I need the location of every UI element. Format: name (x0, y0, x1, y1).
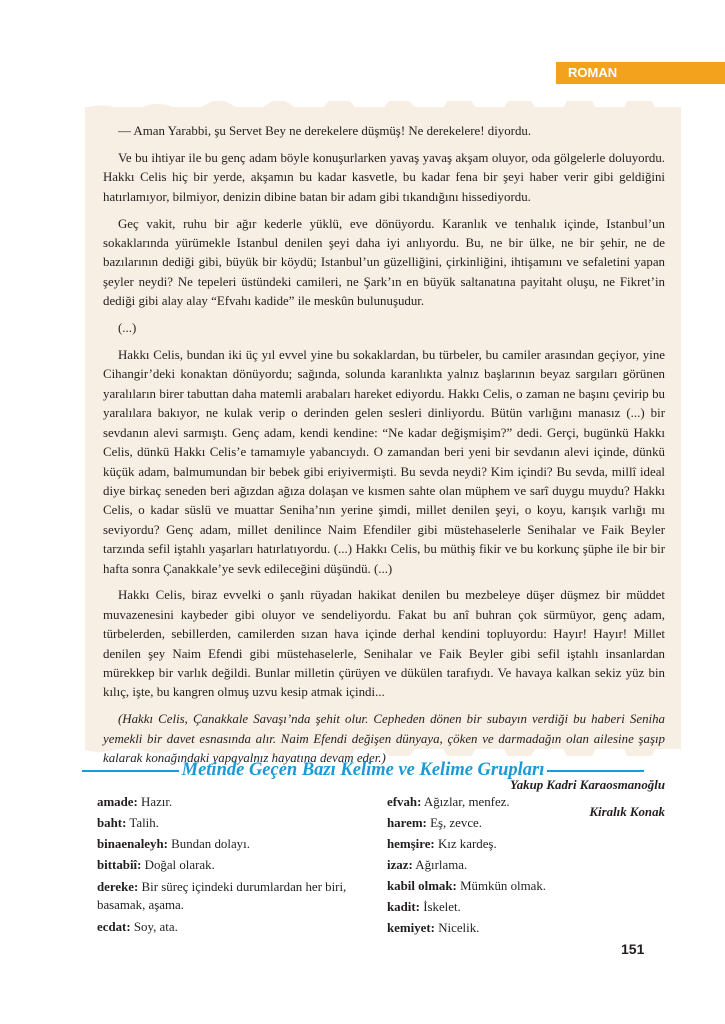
glossary-item (97, 834, 347, 855)
definition: Kız kardeş. (437, 837, 497, 851)
term: dereke: (97, 880, 139, 894)
glossary-item (387, 792, 647, 813)
divider (547, 770, 644, 772)
definition: Ağızlar, menfez. (423, 795, 510, 809)
paragraph: Hakkı Celis, biraz evvelki o şanlı rüyadan hakikat denilen bu mezbeleye düşer düşmez bir müddet muvazenesini kaybeder gibi oluyor ve sendeliyordu. Fakat bu anî buhran çok sürmüyor, genç adam, türbelerden, sebillerden, camilerden sızan hava içinde derhal kendini topluyordu: Hayır! Hayır! Millet denilen şey Naim Efendi gibi müstehaselerle, Senihalar ve Faik Beyler gibi sefil iştahlı insanlardan mürekkep bir varlık değildi. Bunlar milletin çürüyen ve dükülen tarafıydı. Ve havaya kalkan sekiz yüz bin kılıç, işte, bu kangren olmuş uzvu kesip atmak içindi... (103, 588, 665, 700)
glossary-item (97, 813, 347, 834)
section-tab: ROMAN (556, 62, 725, 84)
glossary-right-column (387, 792, 647, 939)
glossary-item (387, 918, 647, 939)
page-number: 151 (621, 941, 645, 957)
paragraph: Hakkı Celis, bundan iki üç yıl evvel yine bu sokaklardan, bu türbeler, bu camiler arasından geçiyor, yine Cihangir’deki konaktan dönüyordu; sağında, solunda karanlıkta yalnız başlarının beyaz sargıları görünen yaralıların birer tabuttan daha matemli arabaları hareket ediyordu. Hakkı Celis, o zaman ne başını çevirip bu yaralılara bakıyor, ne kulak verip o derinden gelen sesleri dinliyordu. Bütün varlığını manasız (...) bir sevdanın alevi sarmıştı. Genç adam, kendi kendine: “Ne kadar değişmişim?” dedi. Gerçi, bugünkü Hakkı Celis, dünkü Hakkı Celis’e tamamıyle yabancıydı. O zamandan beri yeni bir sevdanın alevi içinde, dünkü küçük adam, balmumundan bir bebek gibi eriyivermişti. Bu sevda neydi? Kim içindi? Bu sevda, millî ideal diye birkaç seneden beri ağızdan ağıza dolaşan ve kısmen sahte olan müphem ve sarî duygu muydu? Hakkı Celis, o kadar süslü ve muattar Seniha’nın yerine şimdi, millet denilen şeyi, o koyu, karışık varlığı mı seviyordu? Genç adam, millet denilince Naim Efendiler gibi müstehaselerle Senihalar ve Faik Beyler tarzında sefil iştahlı yaşarları hatırlatıyordu. (...) Hakkı Celis, bu müthiş fikir ve bu korkunç şüphe ile bir bir hafta sonra Çanakkale’ye sevk edileceğini düşündü. (...) (103, 348, 665, 576)
definition: Mümkün olmak. (460, 879, 547, 893)
term: harem: (387, 816, 427, 830)
term: kadit: (387, 900, 420, 914)
term: kabil olmak: (387, 879, 457, 893)
paragraph: (...) (118, 321, 137, 336)
divider (82, 770, 179, 772)
paragraph: Geç vakit, ruhu bir ağır kederle yüklü, eve dönüyordu. Karanlık ve tenhalık içinde, Istanbul’un sokaklarında yürümekle Istanbul denilen şeyi daha iyi anlıyordu. Bu, ne bir ülke, ne bir şehir, ne de bazılarının dediği gibi, büyük bir köydü; Istanbul’un güzelliğini, çirkinliğini, ihtişamını ve sefaletini yapan şeyler neydi? Ne tepeleri üstündeki camileri, ne Şark’ın en büyük saltanatına payitaht oluşu, ne Fikret’in dediği gibi alay alay “Efvahı kadide” ile meskûn bulunuşudur. (103, 216, 665, 309)
definition: Hazır. (141, 795, 173, 809)
glossary-heading (82, 760, 644, 781)
novel-excerpt (103, 122, 665, 830)
definition: Talih. (129, 816, 159, 830)
author: Yakup Kadri Karaosmanoğlu (510, 778, 665, 793)
definition: Bir süreç içindeki durumlardan her biri, basamak, aşama. (97, 880, 347, 912)
work-title: Kiralık Konak (589, 805, 665, 819)
glossary-item (97, 878, 347, 914)
glossary-item (387, 813, 647, 834)
glossary-item (97, 855, 347, 876)
glossary-title: Metinde Geçen Bazı Kelime ve Kelime Grupları (181, 760, 545, 780)
definition: Eş, zevce. (430, 816, 482, 830)
term: izaz: (387, 858, 413, 872)
definition: İskelet. (423, 900, 461, 914)
paragraph: — Aman Yarabbi, şu Servet Bey ne derekelere düşmüş! Ne derekelere! diyordu. (118, 124, 532, 138)
term: efvah: (387, 795, 422, 809)
summary-note: (Hakkı Celis, Çanakkale Savaşı’nda şehit olur. Cepheden dönen bir subayın verdiği bu haberi Seniha yemekli bir davet esnasında alır. Naim Efendi değişen dünyaya, çöken ve darmadağın olan ailesine şaşıp kalarak konağındaki yapayalnız hayatına devam eder.) (103, 712, 665, 766)
definition: Ağırlama. (415, 858, 468, 872)
glossary-item (387, 834, 647, 855)
term: amade: (97, 795, 138, 809)
term: baht: (97, 816, 127, 830)
glossary-item (97, 917, 347, 938)
term: ecdat: (97, 920, 131, 934)
glossary-item (387, 855, 647, 876)
definition: Bundan dolayı. (171, 837, 250, 851)
glossary-item (387, 897, 647, 918)
glossary-item (97, 792, 347, 813)
term: hemşire: (387, 837, 435, 851)
glossary-left-column (97, 792, 347, 938)
definition: Soy, ata. (133, 920, 178, 934)
definition: Nicelik. (438, 921, 480, 935)
term: kemiyet: (387, 921, 435, 935)
term: binaenaleyh: (97, 837, 168, 851)
glossary-item (387, 876, 647, 897)
definition: Doğal olarak. (144, 858, 215, 872)
paragraph: Ve bu ihtiyar ile bu genç adam böyle konuşurlarken yavaş yavaş akşam oluyor, oda gölgelerle doluyordu. Hakkı Celis hiç bir yerde, akşamın bu kadar kasvetle, bu kadar fena bir şeyi haber verir gibi geldiğini hatırlamıyor, bilmiyor, denizin dibine batan bir adam gibi tıkandığını hissediyordu. (103, 150, 665, 204)
term: bittabiî: (97, 858, 142, 872)
torn-edge-top (85, 101, 681, 113)
